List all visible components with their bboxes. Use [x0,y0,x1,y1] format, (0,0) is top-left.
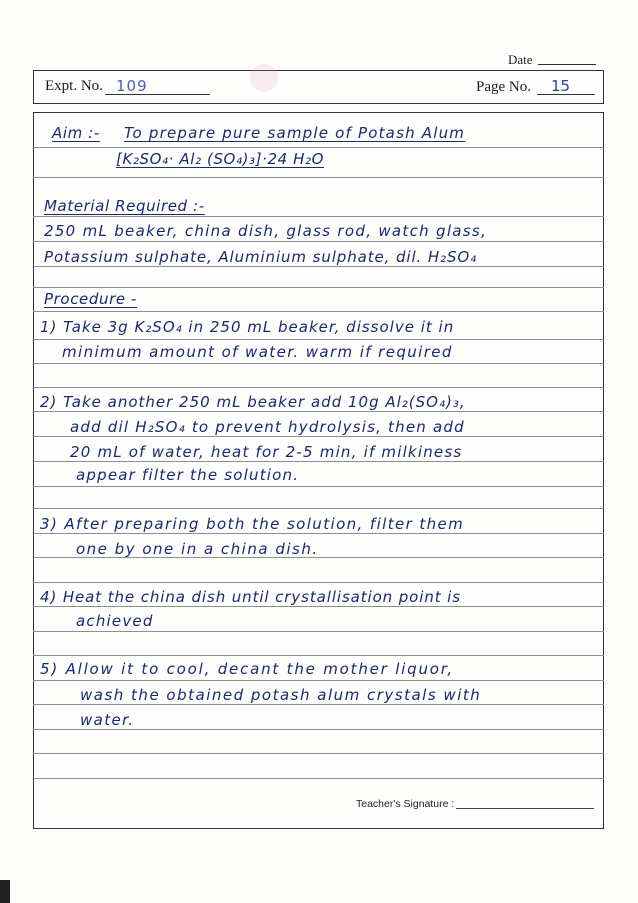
step-5-line-2: wash the obtained potash alum crystals with [80,686,482,704]
aim-formula: [K₂SO₄· Al₂ (SO₄)₃]·24 H₂O [116,150,325,168]
scan-edge-mark [0,880,10,903]
step-3-line-2: one by one in a china dish. [76,540,319,558]
ruled-line [33,533,604,534]
ruled-line [33,729,604,730]
teacher-signature-label: Teacher's Signature : [356,798,455,810]
ruled-line [33,339,604,340]
ruled-line [33,631,604,632]
aim-label: Aim :- [52,124,100,142]
ruled-line [33,147,604,148]
ruled-line [33,216,604,217]
ruled-line [33,778,604,779]
date-line [538,64,596,65]
ruled-line [33,387,604,388]
faint-stamp [250,64,278,92]
ruled-line [33,461,604,462]
expt-no-value: 109 [116,77,148,95]
expt-no-label: Expt. No. [45,78,103,94]
materials-heading: Material Required :- [44,197,205,215]
materials-line-1: 250 mL beaker, china dish, glass rod, watch glass, [44,222,488,240]
ruled-line [33,311,604,312]
ruled-line [33,680,604,681]
step-5-line-3: water. [80,711,135,729]
step-5-line-1: 5) Allow it to cool, decant the mother liquor, [40,660,454,678]
step-4-line-2: achieved [76,612,154,630]
step-2-line-2: add dil H₂SO₄ to prevent hydrolysis, then add [70,418,465,436]
ruled-line [33,486,604,487]
teacher-signature-line [456,808,594,809]
ruled-line [33,704,604,705]
date-label: Date [508,52,533,67]
step-4-line-1: 4) Heat the china dish until crystallisation point is [40,588,461,606]
page-no-value: 15 [551,77,571,95]
ruled-line [33,655,604,656]
ruled-line [33,266,604,267]
aim-text-line-1: To prepare pure sample of Potash Alum [124,124,466,142]
ruled-line [33,363,604,364]
ruled-line [33,411,604,412]
step-2-line-1: 2) Take another 250 mL beaker add 10g Al₂(SO₄)₃, [40,393,466,411]
ruled-line [33,508,604,509]
step-2-line-4: appear filter the solution. [76,466,300,484]
ruled-line [33,287,604,288]
materials-line-2: Potassium sulphate, Aluminium sulphate, dil. H₂SO₄ [44,248,477,266]
ruled-line [33,177,604,178]
step-3-line-1: 3) After preparing both the solution, filter them [40,515,465,533]
step-2-line-3: 20 mL of water, heat for 2-5 min, if milkiness [70,443,463,461]
step-1-line-1: 1) Take 3g K₂SO₄ in 250 mL beaker, dissolve it in [40,318,455,336]
step-1-line-2: minimum amount of water. warm if required [62,343,453,361]
page-no-label: Page No. [476,79,531,95]
ruled-line [33,582,604,583]
ruled-line [33,241,604,242]
procedure-heading: Procedure - [44,290,138,308]
ruled-line [33,753,604,754]
ruled-line [33,606,604,607]
ruled-line [33,436,604,437]
